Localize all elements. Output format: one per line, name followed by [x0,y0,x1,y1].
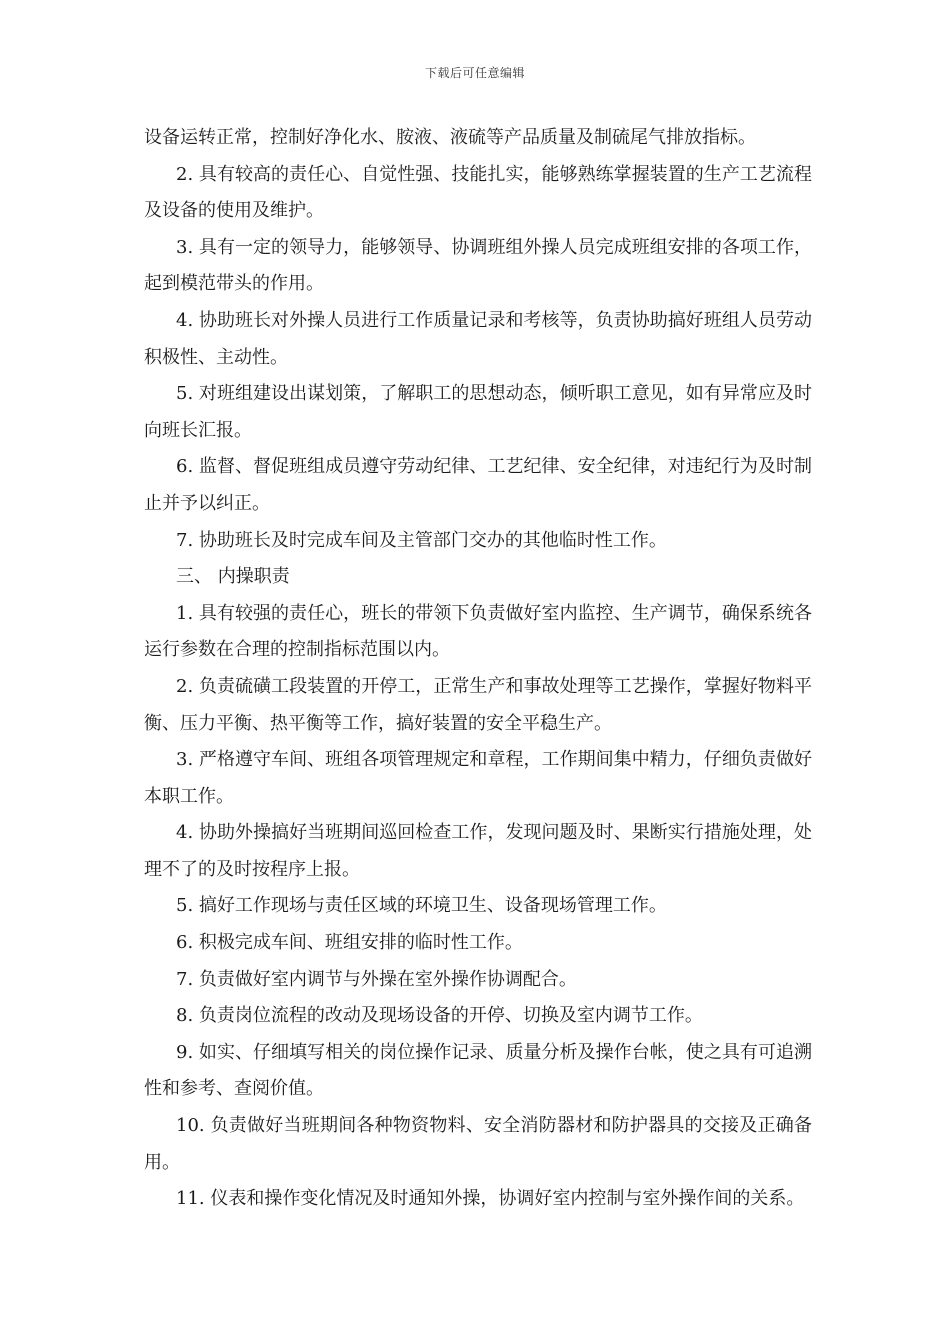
paragraph: 9. 如实、仔细填写相关的岗位操作记录、质量分析及操作台帐，使之具有可追溯性和参考、查阅价值。 [144,1041,812,1100]
document-body [144,120,812,1218]
paragraph: 6. 积极完成车间、班组安排的临时性工作。 [176,932,523,954]
paragraph: 11. 仪表和操作变化情况及时通知外操，协调好室内控制与室外操作间的关系。 [176,1188,805,1210]
paragraph: 8. 负责岗位流程的改动及现场设备的开停、切换及室内调节工作。 [176,1005,703,1027]
paragraph: 2. 具有较高的责任心、自觉性强、技能扎实，能够熟练掌握装置的生产工艺流程及设备的使用及维护。 [144,163,812,222]
paragraph: 5. 搞好工作现场与责任区域的环境卫生、设备现场管理工作。 [176,895,667,917]
paragraph: 3. 具有一定的领导力，能够领导、协调班组外操人员完成班组安排的各项工作，起到模范带头的作用。 [144,236,812,295]
page-header: 下载后可任意编辑 [424,66,525,80]
paragraph: 1. 具有较强的责任心，班长的带领下负责做好室内监控、生产调节，确保系统各运行参数在合理的控制指标范围以内。 [144,602,812,661]
paragraph: 4. 协助班长对外操人员进行工作质量记录和考核等，负责协助搞好班组人员劳动积极性、主动性。 [144,309,812,368]
paragraph: 5. 对班组建设出谋划策，了解职工的思想动态，倾听职工意见，如有异常应及时向班长汇报。 [144,383,812,441]
paragraph: 10. 负责做好当班期间各种物资物料、安全消防器材和防护器具的交接及正确备用。 [144,1115,812,1173]
paragraph: 3. 严格遵守车间、班组各项管理规定和章程，工作期间集中精力，仔细负责做好本职工作。 [144,749,812,807]
section-heading: 三、 内操职责 [176,566,290,588]
paragraph: 6. 监督、督促班组成员遵守劳动纪律、工艺纪律、安全纪律，对违纪行为及时制止并予以纠正。 [144,456,812,514]
paragraph: 7. 负责做好室内调节与外操在室外操作协调配合。 [176,968,577,990]
paragraph: 7. 协助班长及时完成车间及主管部门交办的其他临时性工作。 [176,529,667,551]
paragraph: 设备运转正常，控制好净化水、胺液、液硫等产品质量及制硫尾气排放指标。 [144,127,756,148]
paragraph: 4. 协助外操搞好当班期间巡回检查工作，发现问题及时、果断实行措施处理，处理不了的及时按程序上报。 [144,822,812,880]
paragraph: 2. 负责硫磺工段装置的开停工，正常生产和事故处理等工艺操作，掌握好物料平衡、压力平衡、热平衡等工作，搞好装置的安全平稳生产。 [144,675,812,734]
